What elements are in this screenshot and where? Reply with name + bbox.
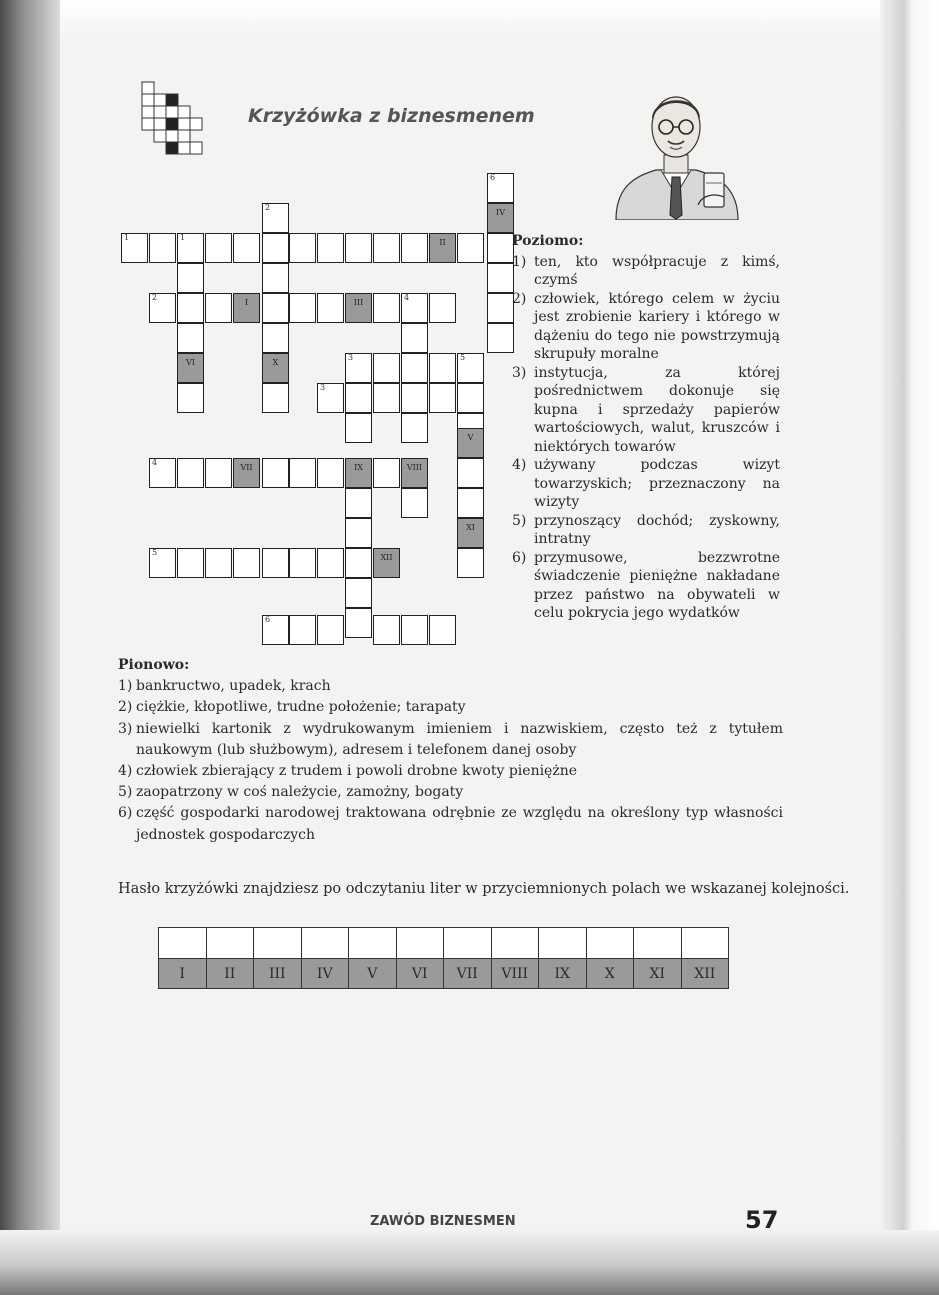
solution-cell[interactable]: [159, 928, 207, 959]
crossword-cell[interactable]: [429, 615, 456, 645]
crossword-cell[interactable]: [149, 293, 176, 323]
solution-label: X: [586, 959, 634, 989]
crossword-cell[interactable]: [262, 615, 289, 645]
cell-order-label: IV: [496, 208, 505, 217]
crossword-cell[interactable]: [345, 518, 372, 548]
crossword-cell[interactable]: [345, 578, 372, 608]
crossword-cell[interactable]: [262, 233, 289, 263]
crossword-cell-shaded[interactable]: [429, 233, 456, 263]
crossword-cell[interactable]: [457, 488, 484, 518]
crossword-cell[interactable]: [317, 233, 344, 263]
cell-order-label: X: [272, 358, 279, 367]
cell-order-label: III: [353, 298, 364, 307]
crossword-cell[interactable]: [401, 615, 428, 645]
clue-number: 3: [320, 383, 326, 392]
crossword-cell-shaded[interactable]: [233, 458, 260, 488]
cell-order-label: VII: [240, 463, 253, 472]
solution-cell[interactable]: [634, 928, 682, 959]
solution-cell[interactable]: [444, 928, 492, 959]
crossword-cell[interactable]: [401, 323, 428, 353]
crossword-cell[interactable]: [233, 548, 260, 578]
solution-cell[interactable]: [254, 928, 302, 959]
crossword-cell[interactable]: [401, 488, 428, 518]
horizontal-clue: 2) człowiek, którego celem w życiu jest zrobienie kariery i którego w dążeniu do tego nie powstrzymują skrupuły moralne: [512, 290, 780, 362]
vertical-clue: 4) człowiek zbierający z trudem i powoli drobne kwoty pieniężne: [118, 763, 578, 780]
solution-cell[interactable]: [349, 928, 397, 959]
crossword-cell[interactable]: [401, 353, 428, 383]
crossword-cell[interactable]: [345, 413, 372, 443]
cell-order-label: IX: [354, 463, 363, 472]
crossword-cell[interactable]: [205, 293, 232, 323]
crossword-cell[interactable]: [177, 323, 204, 353]
chapter-footer: ZAWÓD BIZNESMEN: [370, 1214, 516, 1229]
solution-cell[interactable]: [206, 928, 254, 959]
crossword-cell-shaded[interactable]: [457, 428, 484, 458]
crossword-cell[interactable]: [487, 323, 514, 353]
crossword-cell[interactable]: [457, 383, 484, 413]
solution-label: VII: [444, 959, 492, 989]
cell-order-label: V: [467, 433, 474, 442]
crossword-cell[interactable]: [345, 383, 372, 413]
crossword-cell[interactable]: [457, 233, 484, 263]
crossword-cell[interactable]: [289, 458, 316, 488]
crossword-cell[interactable]: [487, 233, 514, 263]
crossword-cell[interactable]: [373, 233, 400, 263]
crossword-cell[interactable]: [317, 293, 344, 323]
crossword-cell[interactable]: [177, 383, 204, 413]
crossword-cell[interactable]: [429, 353, 456, 383]
clue-number: 1: [180, 233, 186, 242]
solution-cell[interactable]: [539, 928, 587, 959]
clue-number: 5: [460, 353, 466, 362]
crossword-cell[interactable]: [401, 293, 428, 323]
solution-cell[interactable]: [681, 928, 729, 959]
crossword-cell-shaded[interactable]: [345, 458, 372, 488]
horizontal-clue: 6) przymusowe, bezzwrotne świadczenie pieniężne nakładane przez państwo na obywateli w celu pokrycia jego wydatków: [512, 549, 780, 621]
crossword-cell[interactable]: [149, 548, 176, 578]
crossword-cell[interactable]: [205, 233, 232, 263]
solution-grid: [158, 927, 729, 989]
crossword-cell[interactable]: [345, 608, 372, 638]
crossword-cell[interactable]: [401, 383, 428, 413]
solution-label: IX: [539, 959, 587, 989]
crossword-cell[interactable]: [262, 263, 289, 293]
crossword-cell[interactable]: [177, 293, 204, 323]
horizontal-clue: 3) instytucja, za której pośrednictwem dokonuje się kupna i sprzedaży papierów wartościowych, walut, kruszców i niektórych towarów: [512, 364, 780, 455]
crossword-cell[interactable]: [345, 353, 372, 383]
solution-cell[interactable]: [586, 928, 634, 959]
crossword-cell[interactable]: [429, 383, 456, 413]
clue-number: 6: [265, 615, 271, 624]
crossword-cell[interactable]: [373, 615, 400, 645]
solution-cell[interactable]: [396, 928, 444, 959]
crossword-cell[interactable]: [262, 293, 289, 323]
crossword-cell[interactable]: [317, 548, 344, 578]
crossword-cell[interactable]: [373, 383, 400, 413]
crossword-cell[interactable]: [289, 615, 316, 645]
page-title: Krzyżówka z biznesmenem: [248, 105, 535, 127]
page-bottom-shade: [0, 1230, 939, 1295]
crossword-cell[interactable]: [262, 548, 289, 578]
crossword-cell[interactable]: [177, 233, 204, 263]
clue-number: 6: [490, 173, 496, 182]
horizontal-heading: Poziomo:: [512, 233, 584, 249]
vertical-clue: 5) zaopatrzony w coś należycie, zamożny, bogaty: [118, 784, 464, 801]
solution-label: XII: [681, 959, 729, 989]
crossword-cell[interactable]: [429, 293, 456, 323]
vertical-clue: 1) bankructwo, upadek, krach: [118, 678, 331, 695]
solution-label: V: [349, 959, 397, 989]
crossword-cell[interactable]: [317, 383, 344, 413]
crossword-cell-shaded[interactable]: [262, 353, 289, 383]
clue-number: 3: [348, 353, 354, 362]
crossword-cell[interactable]: [457, 458, 484, 488]
horizontal-clue: 5) przynoszący dochód; zyskowny, intratny: [512, 512, 780, 547]
crossword-cell[interactable]: [317, 458, 344, 488]
crossword-cell-shaded[interactable]: [345, 293, 372, 323]
crossword-cell[interactable]: [205, 548, 232, 578]
solution-label: XI: [634, 959, 682, 989]
solution-label: III: [254, 959, 302, 989]
crossword-cell[interactable]: [345, 233, 372, 263]
solution-hint: Hasło krzyżówki znajdziesz po odczytaniu liter w przyciemnionych polach we wskazanej kolejności.: [118, 881, 850, 897]
solution-label: VI: [396, 959, 444, 989]
cell-order-label: II: [439, 238, 446, 247]
crossword-cell-shaded[interactable]: [401, 458, 428, 488]
cell-order-label: XII: [380, 553, 393, 562]
crossword-cell[interactable]: [345, 488, 372, 518]
vertical-heading: Pionowo:: [118, 657, 190, 673]
vertical-clue: 3) niewielki kartonik z wydrukowanym imieniem i nazwiskiem, często też z tytułem naukowym (lub służbowym), adresem i telefonem danej osoby: [118, 720, 783, 758]
vertical-clue: 6) część gospodarki narodowej traktowana odrębnie ze względu na określony typ własności jednostek gospodarczych: [118, 805, 783, 843]
cell-order-label: XI: [466, 523, 475, 532]
crossword-cell[interactable]: [289, 293, 316, 323]
crossword-cell[interactable]: [149, 458, 176, 488]
crossword-cell[interactable]: [177, 548, 204, 578]
clue-number: 5: [152, 548, 158, 557]
crossword-cell[interactable]: [177, 458, 204, 488]
horizontal-clue: 4) używany podczas wizyt towarzyskich; przeznaczony na wizyty: [512, 457, 780, 510]
crossword-cell[interactable]: [487, 293, 514, 323]
crossword-cell[interactable]: [401, 413, 428, 443]
solution-cell[interactable]: [301, 928, 349, 959]
clue-number: 4: [404, 293, 410, 302]
clue-number: 1: [124, 233, 130, 242]
crossword-cell[interactable]: [262, 383, 289, 413]
crossword-cell[interactable]: [487, 173, 514, 203]
crossword-cell[interactable]: [149, 233, 176, 263]
horizontal-clue: 1) ten, kto współpracuje z kimś, czymś: [512, 253, 780, 288]
solution-label: I: [159, 959, 207, 989]
crossword-cell[interactable]: [317, 615, 344, 645]
clue-number: 2: [152, 293, 158, 302]
crossword-cell[interactable]: [373, 458, 400, 488]
crossword-cell[interactable]: [373, 293, 400, 323]
crossword-cell[interactable]: [262, 458, 289, 488]
crossword-cell[interactable]: [487, 263, 514, 293]
clue-number: 2: [265, 203, 271, 212]
crossword-cell-shaded[interactable]: [457, 518, 484, 548]
solution-label: II: [206, 959, 254, 989]
crossword-cell[interactable]: [373, 353, 400, 383]
vertical-clue: 2) ciężkie, kłopotliwe, trudne położenie; tarapaty: [118, 699, 466, 716]
solution-cell[interactable]: [491, 928, 539, 959]
solution-label: VIII: [491, 959, 539, 989]
crossword-cell[interactable]: [289, 548, 316, 578]
crossword-cell-shaded[interactable]: [177, 353, 204, 383]
solution-label: IV: [301, 959, 349, 989]
crossword-cell[interactable]: [205, 458, 232, 488]
crossword-cell[interactable]: [457, 548, 484, 578]
crossword-cell-shaded[interactable]: [233, 293, 260, 323]
crossword-cell[interactable]: [345, 548, 372, 578]
crossword-cell[interactable]: [233, 233, 260, 263]
cell-order-label: VI: [186, 358, 195, 367]
page-number: 57: [745, 1206, 779, 1234]
cell-order-label: I: [244, 298, 249, 307]
crossword-cell[interactable]: [401, 233, 428, 263]
crossword-cell[interactable]: [177, 263, 204, 293]
crossword-cell-shaded[interactable]: [487, 203, 514, 233]
clue-number: 4: [152, 458, 158, 467]
crossword-cell[interactable]: [289, 233, 316, 263]
crossword-cell[interactable]: [262, 203, 289, 233]
horizontal-clues: [512, 232, 780, 623]
crossword-cell[interactable]: [121, 233, 148, 263]
crossword-cell[interactable]: [457, 353, 484, 383]
crossword-cell-shaded[interactable]: [373, 548, 400, 578]
crossword-cell[interactable]: [262, 323, 289, 353]
vertical-clues: [118, 655, 783, 846]
cell-order-label: VIII: [406, 463, 423, 472]
